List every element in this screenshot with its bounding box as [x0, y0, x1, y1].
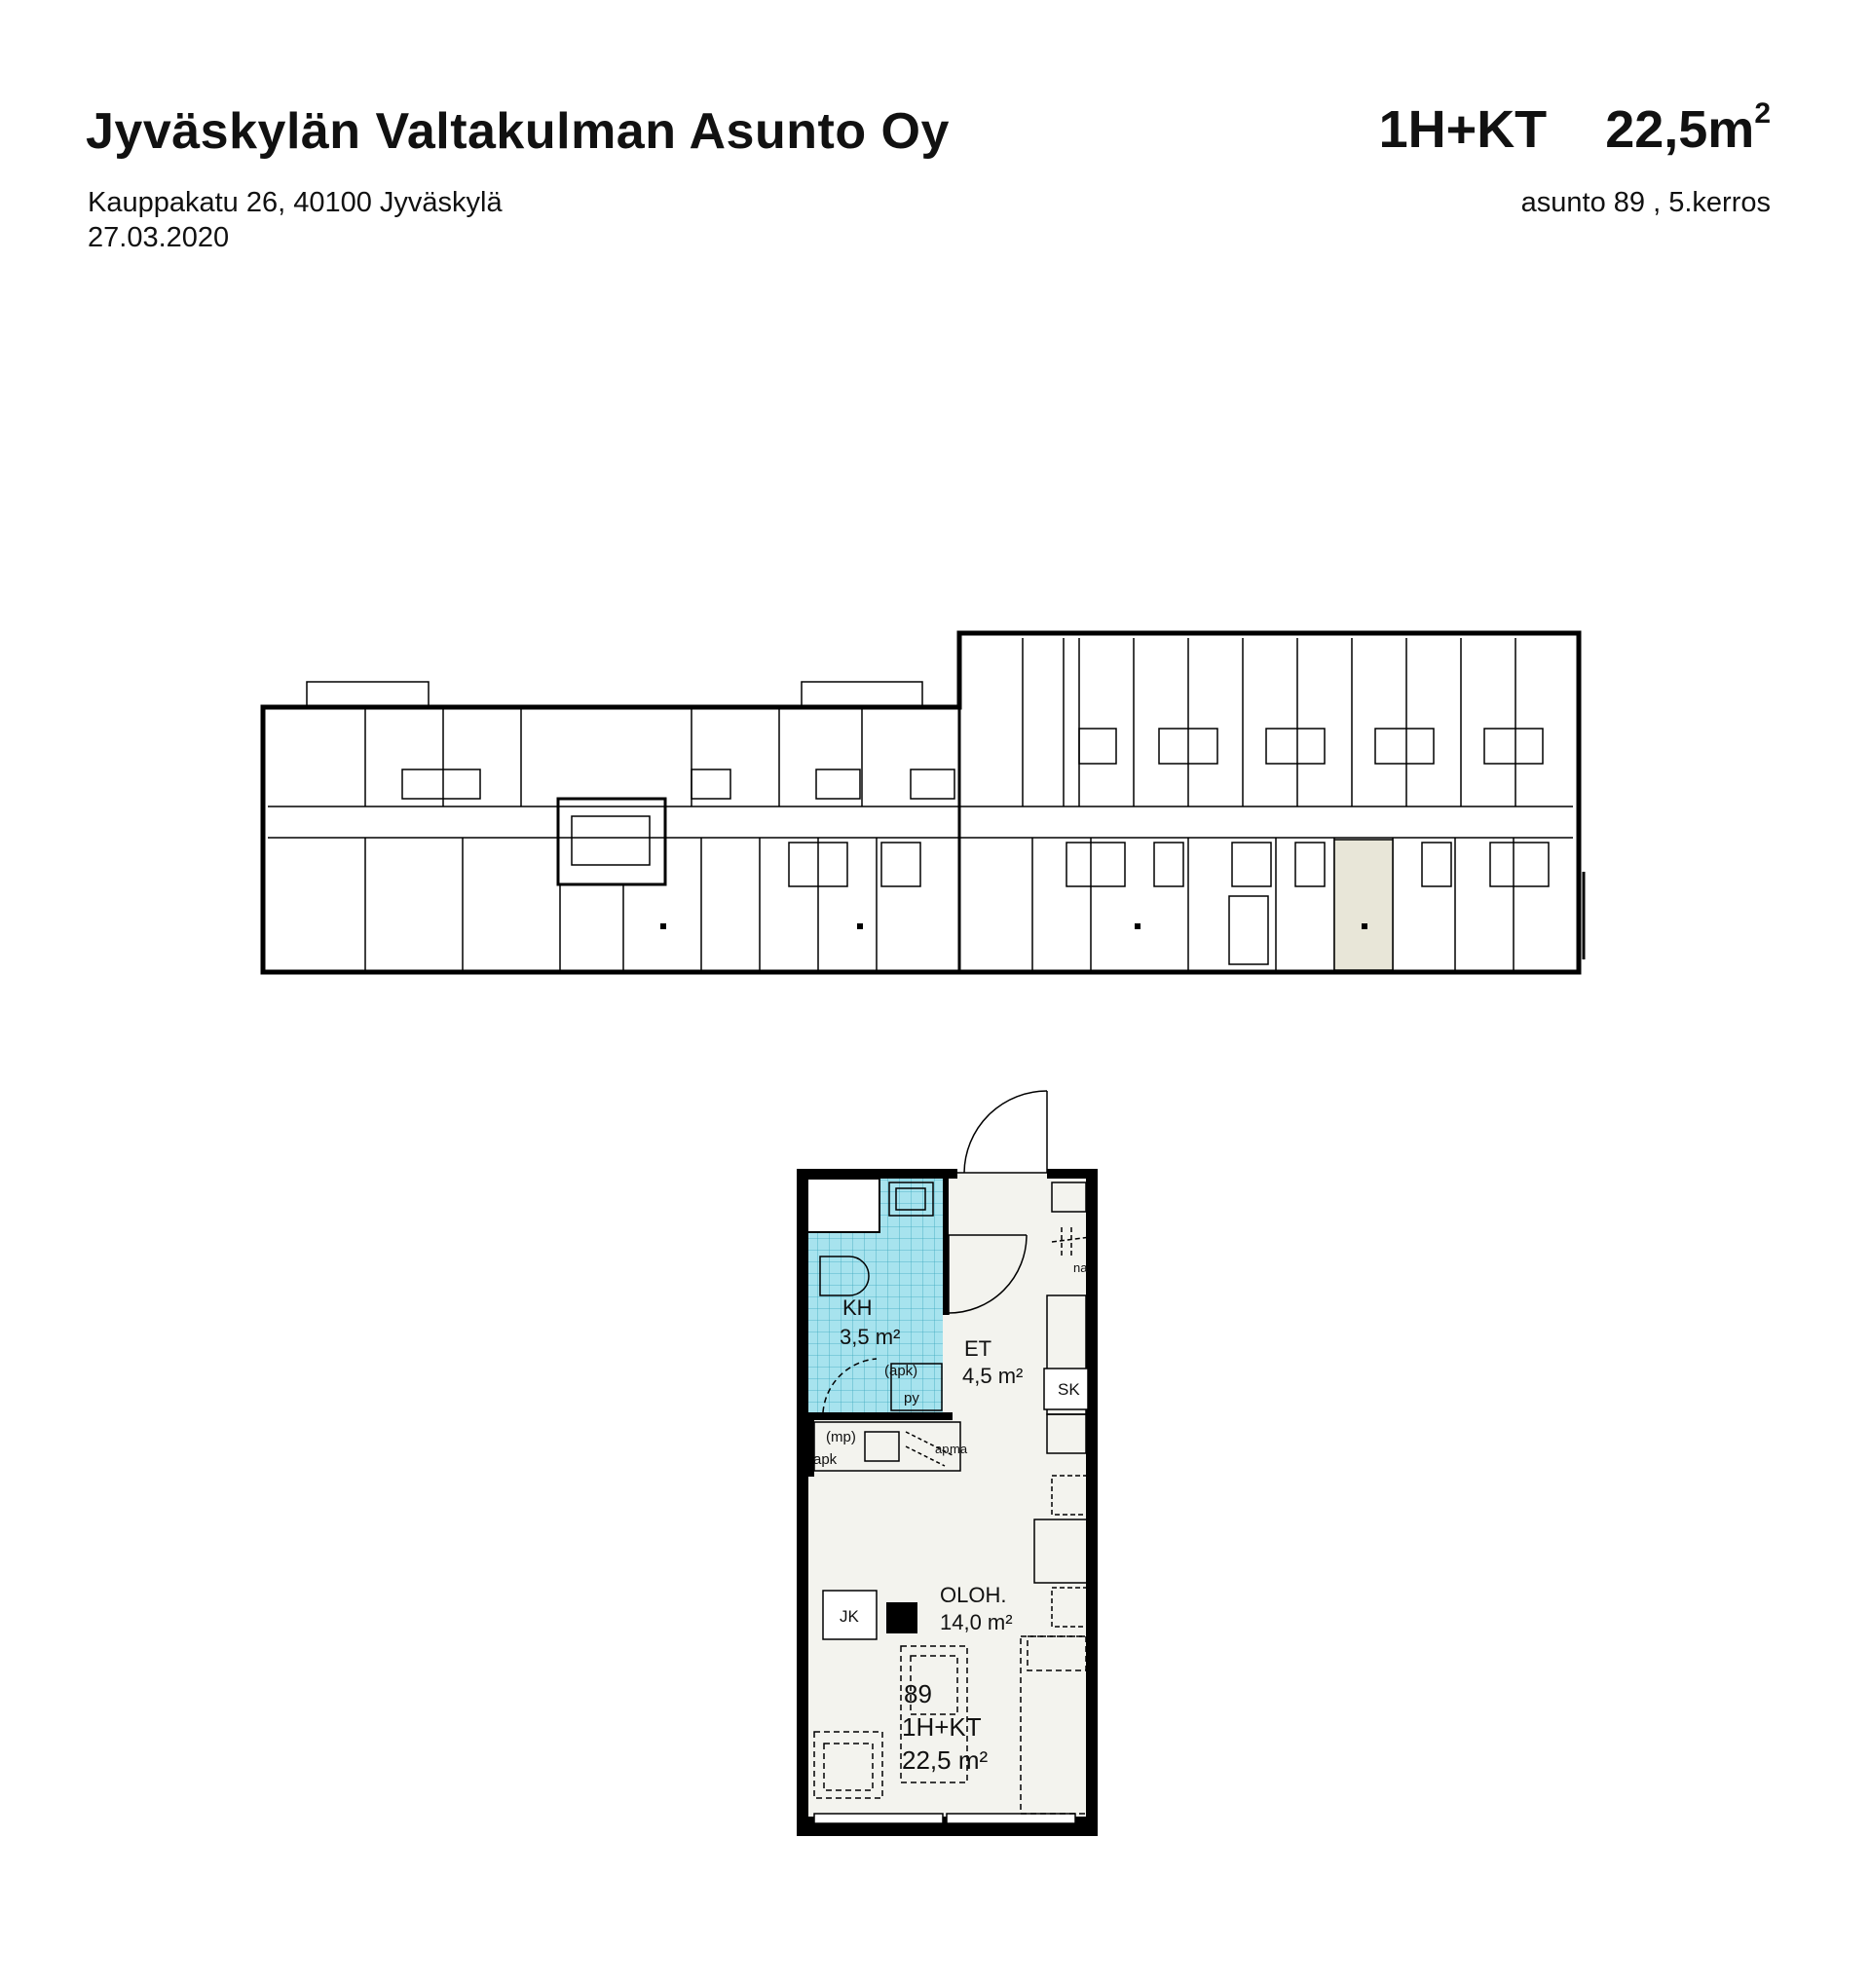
apartment-type: 1H+KT — [1378, 100, 1548, 159]
ma-label: ma — [950, 1442, 968, 1456]
entrance-area: 4,5 m² — [962, 1364, 1024, 1388]
unit-type: 1H+KT — [902, 1712, 982, 1742]
living-room-name: OLOH. — [940, 1583, 1007, 1607]
date-text: 27.03.2020 — [88, 222, 230, 253]
area-exponent: 2 — [1754, 97, 1771, 130]
mp-label: (mp) — [826, 1429, 856, 1445]
bathroom-name: KH — [842, 1295, 873, 1320]
na-label: na — [1073, 1260, 1088, 1275]
entrance-name: ET — [964, 1336, 992, 1361]
bathroom-area: 3,5 m² — [840, 1325, 901, 1349]
ap-label: ap — [935, 1442, 950, 1456]
unit-area: 22,5 m² — [902, 1745, 989, 1775]
jk-label: JK — [840, 1607, 859, 1626]
apk-label-bath: (apk) — [884, 1363, 918, 1379]
company-title: Jyväskylän Valtakulman Asunto Oy — [86, 103, 950, 160]
address-text: Kauppakatu 26, 40100 Jyväskylä — [88, 187, 503, 218]
unit-number: 89 — [904, 1679, 932, 1708]
apartment-info: asunto 89 , 5.kerros — [1520, 187, 1771, 218]
living-room-area: 14,0 m² — [940, 1610, 1013, 1634]
py-label: py — [904, 1390, 919, 1407]
sk-label: SK — [1058, 1380, 1080, 1399]
apartment-area: 22,5m — [1605, 100, 1755, 159]
apk-label-kitchen: apk — [813, 1451, 838, 1468]
